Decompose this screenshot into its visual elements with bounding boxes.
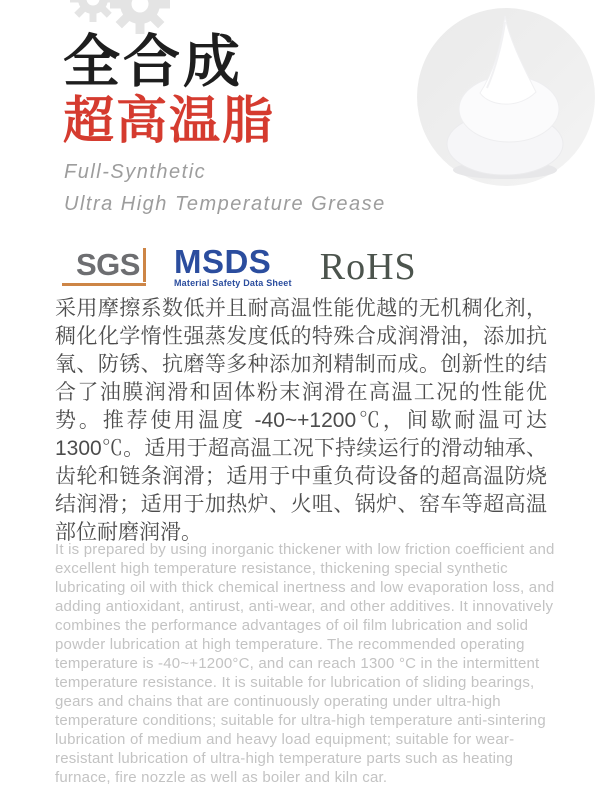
product-title-zh: 全合成 [63,30,243,94]
sgs-logo-label: SGS [76,248,146,282]
msds-logo-tagline: Material Safety Data Sheet [173,277,292,288]
decor-gears [70,0,170,34]
grease-swirl-image [443,12,573,184]
description-english: It is prepared by using inorganic thickener with low friction coefficient and excellent high temperature resistance, thickening special synthetic lubricating oil with thick chemical inertness and low evaporation loss, and adding antioxidant, antirust, anti-wear, and other additives. It innovatively combines the performance advantages of oil film lubrication and solid powder lubrication at high temperature. The recommended operating temperature is -40~+1200°C, and can reach 1300 °C in the intermittent temperature resistance. It is suitable for lubrication of sliding bearings, gears and chains that are continuously operating under ultra-high temperature conditions; suitable for ultra-high temperature anti-sintering lubrication of medium and heavy load equipment; suitable for wear-resistant lubrication of ultra-high temperature parts such as heating furnace, fire nozzle as well as boiler and kiln car. [55,541,555,786]
sgs-logo [62,248,146,286]
product-subtitle-en [64,156,386,220]
subtitle-line-2: Ultra High Temperature Grease [64,193,386,215]
product-photo [417,8,595,186]
msds-logo-label: MSDS [173,242,272,280]
gear-icon [110,0,170,34]
product-title-zh-red: 超高温脂 [63,92,276,149]
rohs-logo: RoHS [319,246,417,288]
msds-logo [173,242,292,288]
description-chinese: 采用摩擦系数低并且耐高温性能优越的无机稠化剂，稠化化学惰性强蒸发度低的特殊合成润滑油，添加抗氧、防锈、抗磨等多种添加剂精制而成。创新性的结合了油膜润滑和固体粉末润滑在高温工况的性能优势。推荐使用温度 -40~+1200℃，间歇耐温可达 1300℃。适用于超高温工况下持续运行的滑动轴承、齿轮和链条润滑；适用于中重负荷设备的超高温防烧结润滑；适用于加热炉、火咀、锅炉、窑车等超高温部位耐磨润滑。 [55,297,547,544]
certification-logos [62,240,417,294]
subtitle-line-1: Full-Synthetic [64,161,207,183]
